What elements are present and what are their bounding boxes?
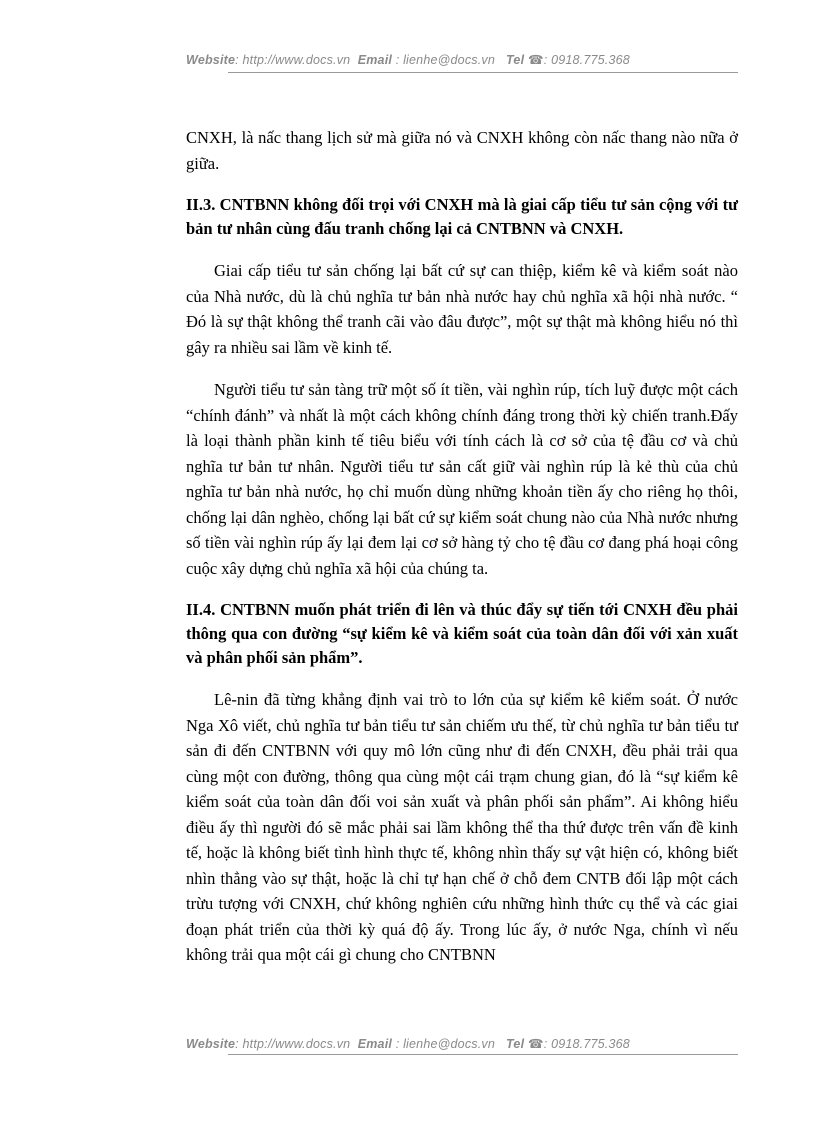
paragraph: Giai cấp tiểu tư sản chống lại bất cứ sự can thiệp, kiểm kê và kiểm soát nào của Nhà nước, dù là chủ nghĩa tư bản nhà nước hay chủ nghĩa xã hội nhà nước. “ Đó là sự thật không thể tranh cãi vào đâu được”, một sự thật mà không hiểu nó thì gây ra nhiều sai lầm về kinh tế. — [186, 261, 738, 357]
page-body — [186, 125, 738, 968]
section-heading-2-3: II.3. CNTBNN không đối trọi với CNXH mà là giai cấp tiểu tư sản cộng với tư bản tư nhân cùng đấu tranh chống lại cả CNTBNN và CNXH. — [186, 195, 738, 238]
footer-rule — [228, 1054, 738, 1055]
website-url[interactable]: : http://www.docs.vn — [235, 53, 351, 67]
header-rule — [228, 72, 738, 73]
tel-label: Tel — [506, 1037, 525, 1051]
section-heading-2-4: II.4. CNTBNN muốn phát triển đi lên và thúc đẩy sự tiến tới CNXH đều phải thông qua con đường “sự kiểm kê và kiểm soát của toàn dân đối với xản xuất và phân phối sản phẩm”. — [186, 600, 738, 667]
tel-number: : 0918.775.368 — [543, 1037, 630, 1051]
email-label: Email — [357, 53, 393, 67]
website-url[interactable]: : http://www.docs.vn — [235, 1037, 351, 1051]
phone-icon: ☎ — [527, 53, 544, 67]
paragraph-continued: CNXH, là nấc thang lịch sử mà giữa nó và CNXH không còn nấc thang nào nữa ở giữa. — [186, 128, 738, 173]
phone-icon: ☎ — [527, 1037, 544, 1051]
paragraph: Lê-nin đã từng khẳng định vai trò to lớn của sự kiểm kê kiểm soát. Ở nước Nga Xô viết, chủ nghĩa tư bản tiểu tư sản chiếm ưu thế, từ chủ nghĩa tư bản tiểu tư sản đi đến CNTBNN với quy mô lớn cũng như đi đến CNXH, đều phải trải qua cùng một con đường, thông qua cùng một cái trạm chung gian, đó là “sự kiểm kê kiểm soát của toàn dân đối voi sản xuất và phân phối sản phẩm”. Ai không hiểu điều ấy thì người đó sẽ mắc phải sai lầm không thể tha thứ được trên vấn đề kinh tế, hoặc là không biết tình hình thực tế, không nhìn thấy sự vật hiện có, không biết nhìn thẳng vào sự thật, hoặc là chỉ tự hạn chế ở chỗ đem CNTB đối lập một cách trừu tượng với CNXH, chứ không nghiên cứu những hình thức cụ thể và các giai đoạn phát triển của thời kỳ quá độ ấy. Trong lúc ấy, ở nước Nga, chính vì nếu không trải qua một cái gì chung cho CNTBNN — [186, 690, 738, 964]
email-address[interactable]: : lienhe@docs.vn — [395, 53, 496, 67]
email-label: Email — [357, 1037, 393, 1051]
email-address[interactable]: : lienhe@docs.vn — [395, 1037, 496, 1051]
page-header — [0, 52, 816, 67]
website-label: Website — [186, 1037, 236, 1051]
website-label: Website — [186, 53, 236, 67]
page-footer — [0, 1036, 816, 1051]
paragraph: Người tiểu tư sản tàng trữ một số ít tiền, vài nghìn rúp, tích luỹ được một cách “chính đánh” và nhất là một cách không chính đáng trong thời kỳ chiến tranh.Đấy là loại thành phần kinh tế tiêu biểu với tính cách là cơ sở của tệ đầu cơ và chủ nghĩa tư bản tư nhân. Người tiểu tư sản cất giữ vài nghìn rúp là kẻ thù của chủ nghĩa tư bản nhà nước, họ chỉ muốn dùng những khoản tiền ấy cho riêng họ thôi, chống lại dân nghèo, chống lại bất cứ sự kiểm soát chung nào của Nhà nước nhưng số tiền vài nghìn rúp ấy lại đem lại cơ sở hàng tỷ cho tệ đầu cơ đang phá hoại công cuộc xây dựng chủ nghĩa xã hội của chúng ta. — [186, 380, 738, 578]
tel-number: : 0918.775.368 — [543, 53, 630, 67]
tel-label: Tel — [506, 53, 525, 67]
